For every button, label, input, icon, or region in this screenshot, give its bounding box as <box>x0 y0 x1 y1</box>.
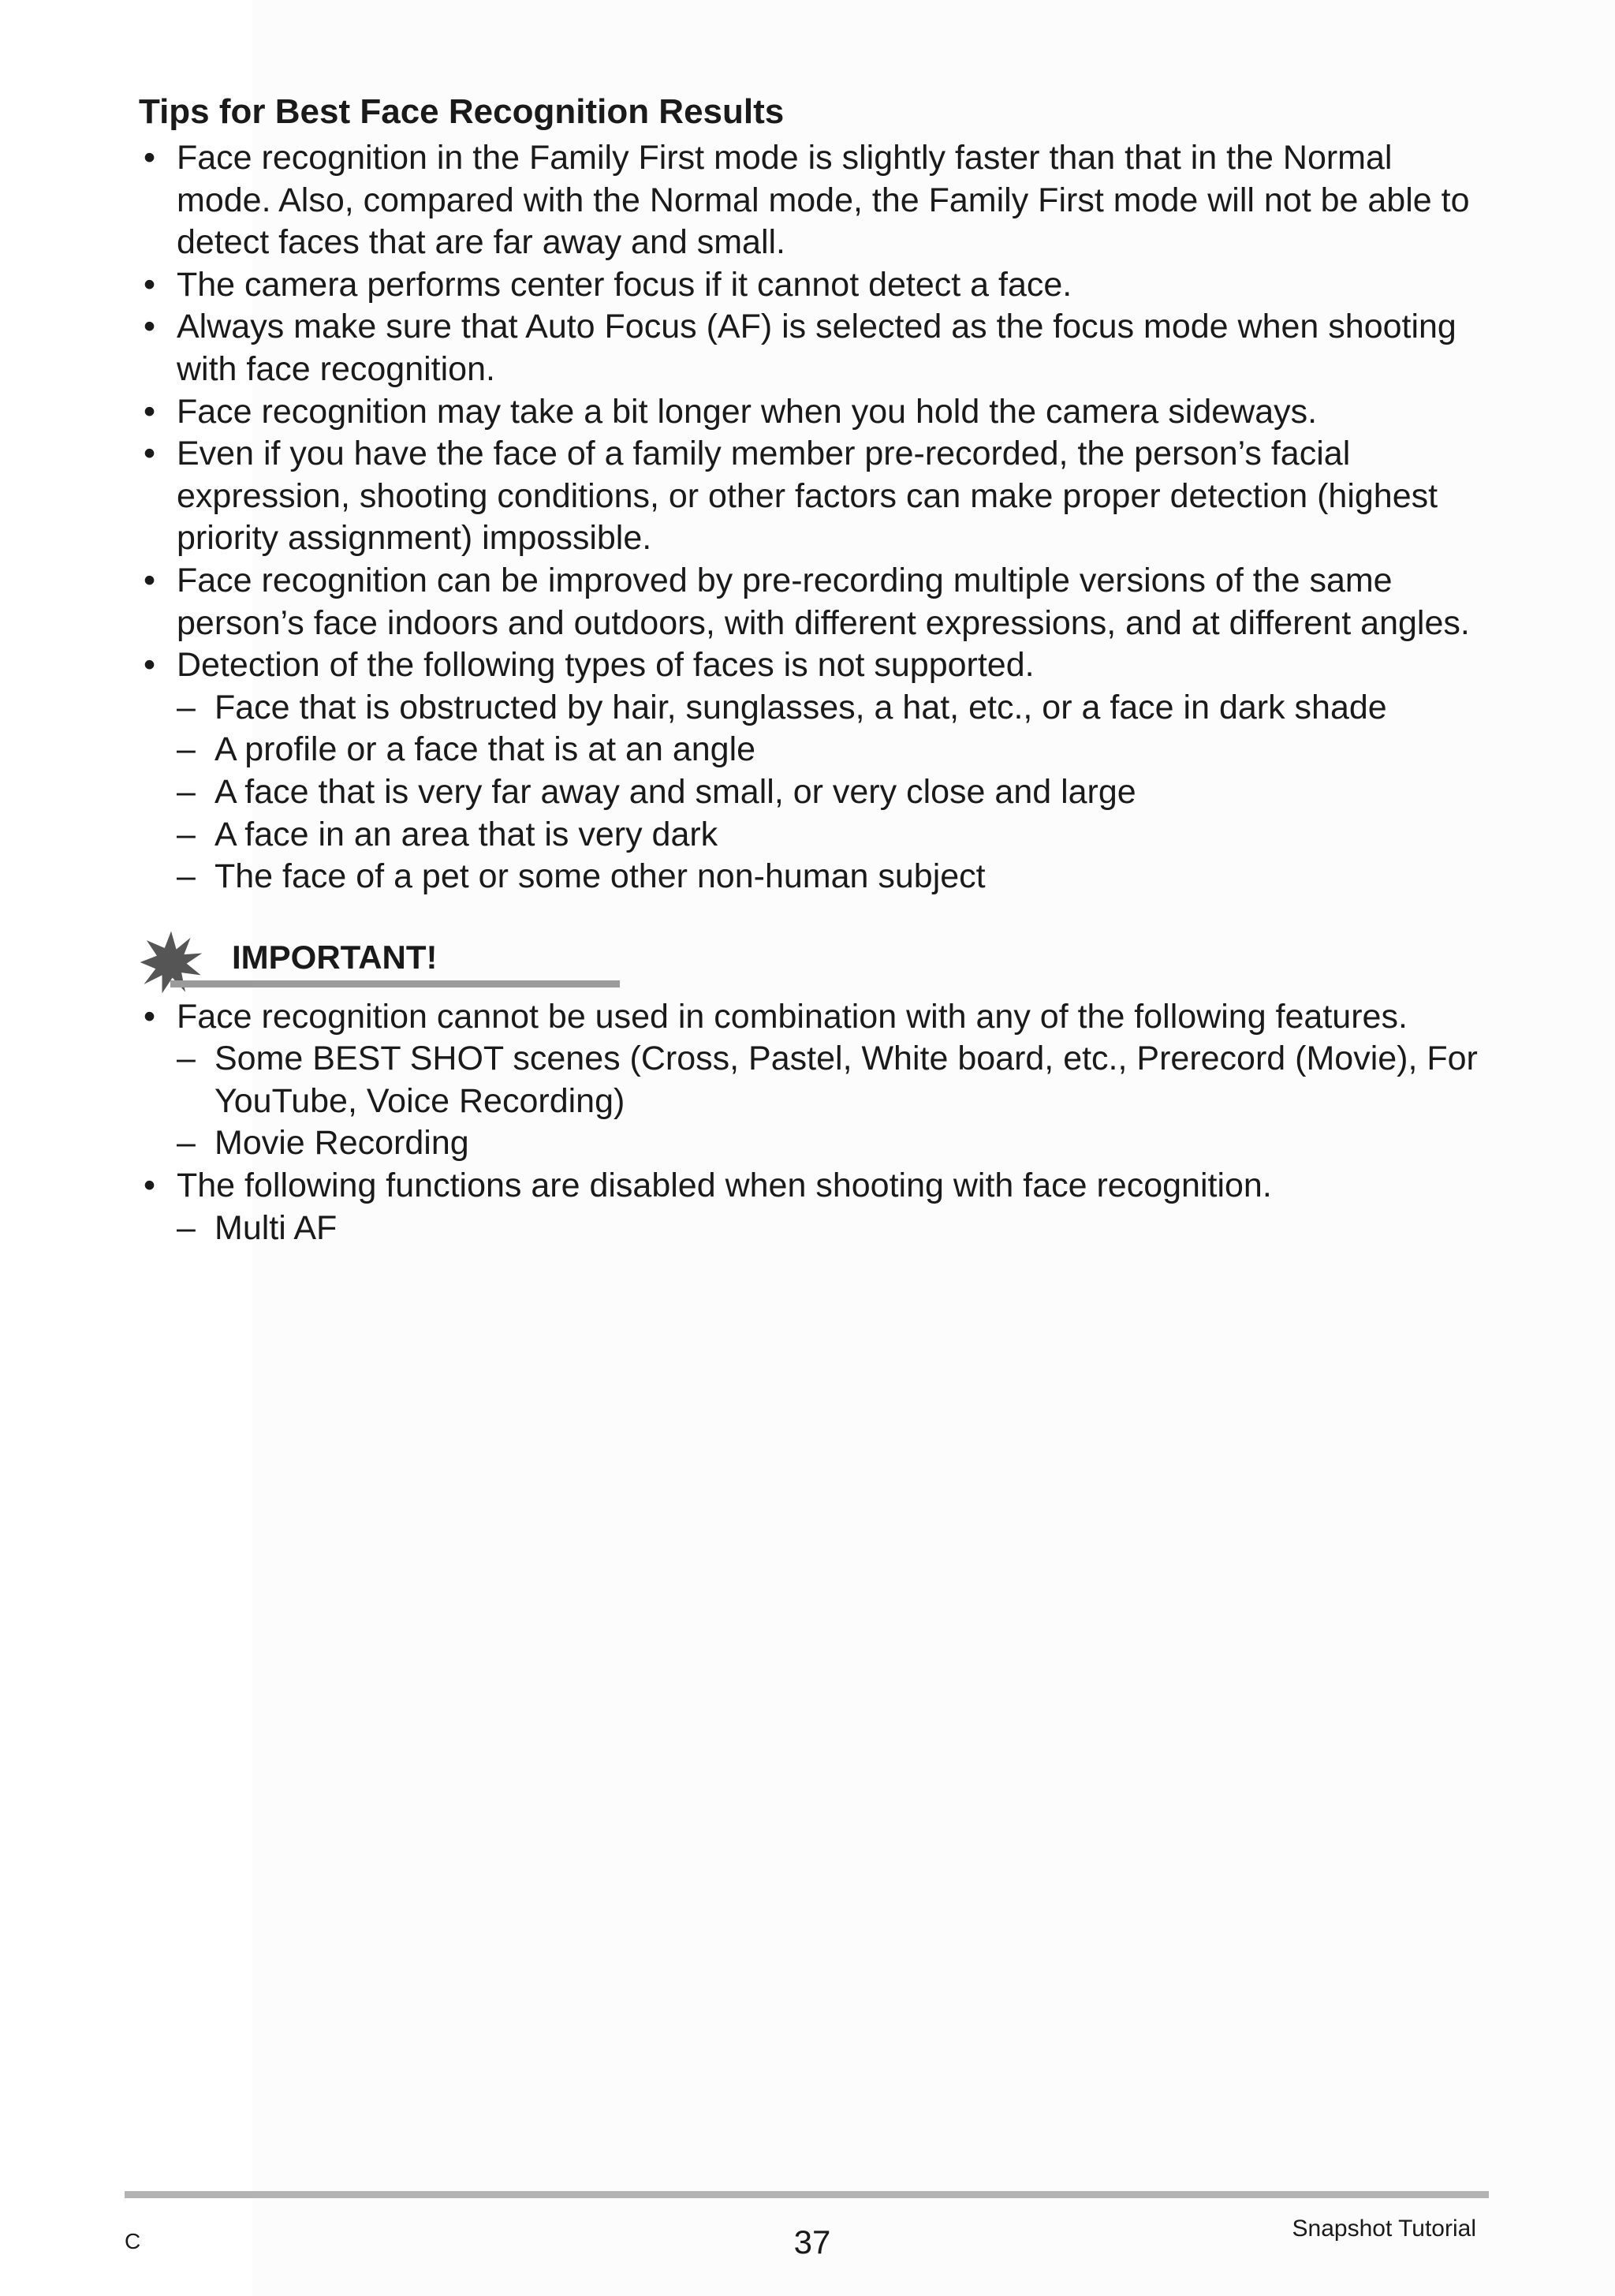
important-list <box>139 996 1495 1250</box>
sub-text: Movie Recording <box>214 1124 469 1163</box>
bullet-mark: • <box>144 265 156 304</box>
sub-text: Multi AF <box>214 1208 338 1247</box>
dash-mark: – <box>177 857 196 896</box>
bullet-mark: • <box>144 435 156 473</box>
sub-item <box>177 856 1495 898</box>
tip-text: Even if you have the face of a family member pre-recorded, the person’s facial expression, shooting conditions, or other factors can make proper detection (highest priority assignment) impossible. <box>177 435 1438 558</box>
dash-mark: – <box>177 1124 196 1163</box>
page-number: 37 <box>793 2223 831 2261</box>
sub-text: A face that is very far away and small, or very close and large <box>214 772 1136 811</box>
tip-item <box>139 560 1495 644</box>
incompatible-features-list <box>177 1038 1495 1165</box>
dash-mark: – <box>177 772 196 811</box>
sub-item <box>177 1038 1495 1122</box>
bullet-mark: • <box>144 308 156 346</box>
tip-text: Detection of the following types of faces is not supported. <box>177 646 1035 685</box>
language-code: C <box>125 2229 141 2253</box>
tip-text: The camera performs center focus if it cannot detect a face. <box>177 265 1072 304</box>
tip-text: Face recognition can be improved by pre-recording multiple versions of the same person’s face indoors and outdoors, with different expressions, and at different angles. <box>177 561 1470 642</box>
section-heading: Tips for Best Face Recognition Results <box>139 92 785 131</box>
dash-mark: – <box>177 730 196 769</box>
tip-item <box>139 433 1495 560</box>
bullet-mark: • <box>144 1167 156 1205</box>
sub-text: The face of a pet or some other non-human subject <box>214 857 986 896</box>
page-content <box>139 88 1495 1249</box>
tip-item <box>139 264 1495 307</box>
tip-item <box>139 137 1495 264</box>
dash-mark: – <box>177 1040 196 1078</box>
important-header <box>139 933 1495 996</box>
bullet-mark: • <box>144 646 156 685</box>
dash-mark: – <box>177 815 196 853</box>
section-name: Snapshot Tutorial <box>1292 2216 1476 2242</box>
sub-text: Face that is obstructed by hair, sunglasses, a hat, etc., or a face in dark shade <box>214 688 1387 726</box>
bullet-mark: • <box>144 997 156 1036</box>
important-item <box>139 996 1495 1165</box>
bullet-mark: • <box>144 561 156 599</box>
dash-mark: – <box>177 1208 196 1247</box>
sub-item <box>177 687 1495 730</box>
tip-text: Face recognition may take a bit longer when you hold the camera sideways. <box>177 392 1318 431</box>
sub-text: Some BEST SHOT scenes (Cross, Pastel, White board, etc., Prerecord (Movie), For YouTube, Voice Recording) <box>214 1040 1478 1120</box>
sub-text: A face in an area that is very dark <box>214 815 718 853</box>
sub-item <box>177 1122 1495 1165</box>
tip-text: Face recognition in the Family First mode is slightly faster than that in the Normal mode. Also, compared with the Normal mode, the Family First mode will not be able to detect faces that are far away and small. <box>177 139 1470 262</box>
tip-item <box>139 391 1495 434</box>
important-underline <box>170 980 620 987</box>
bullet-mark: • <box>144 392 156 431</box>
important-label: IMPORTANT! <box>232 938 438 976</box>
important-item <box>139 1165 1495 1249</box>
disabled-functions-list <box>177 1208 1495 1250</box>
important-text: The following functions are disabled when shooting with face recognition. <box>177 1167 1272 1205</box>
sub-item <box>177 729 1495 771</box>
sub-item <box>177 771 1495 814</box>
sub-item <box>177 1208 1495 1250</box>
tip-item <box>139 644 1495 898</box>
dash-mark: – <box>177 688 196 726</box>
sub-text: A profile or a face that is at an angle <box>214 730 756 769</box>
tip-text: Always make sure that Auto Focus (AF) is selected as the focus mode when shooting with face recognition. <box>177 308 1456 388</box>
tips-list <box>139 137 1495 898</box>
unsupported-faces-list <box>177 687 1495 898</box>
sub-item <box>177 814 1495 857</box>
important-text: Face recognition cannot be used in combination with any of the following features. <box>177 997 1408 1036</box>
bullet-mark: • <box>144 139 156 177</box>
tip-item <box>139 306 1495 390</box>
footer-rule <box>125 2191 1489 2198</box>
